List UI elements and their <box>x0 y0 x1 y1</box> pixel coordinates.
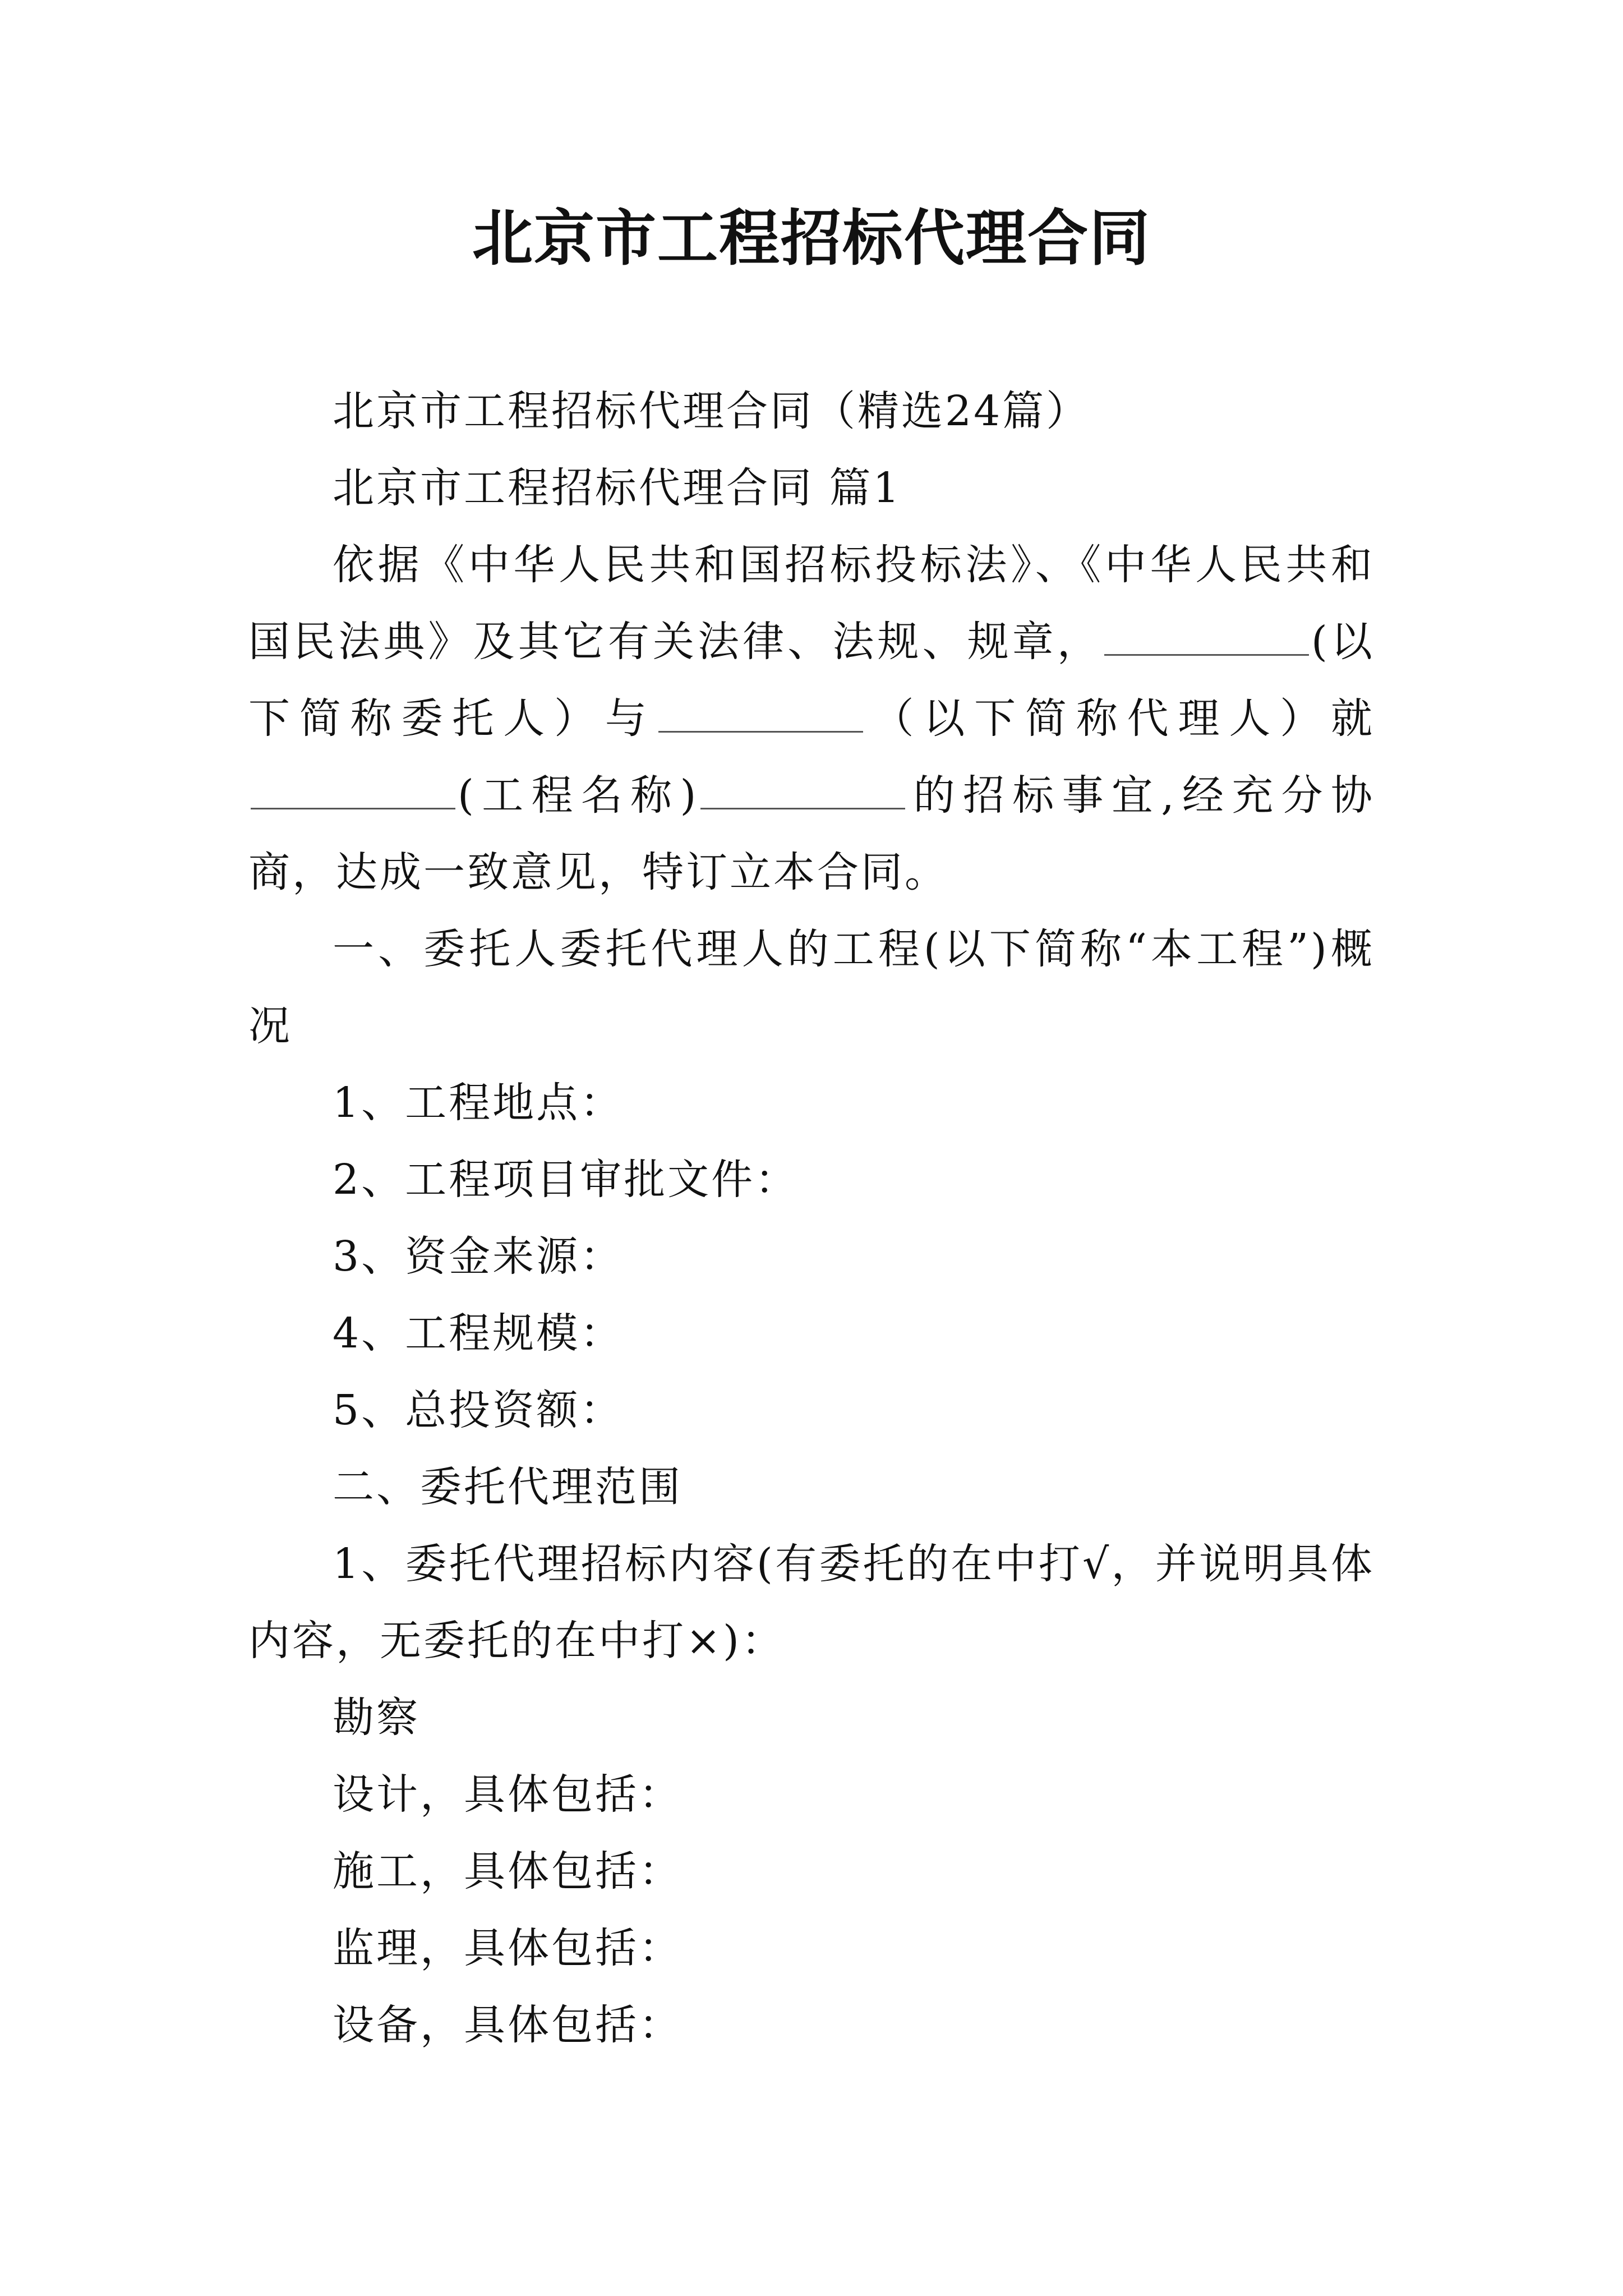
document-body <box>248 373 1375 2064</box>
document-title: 北京市工程招标代理合同 <box>472 203 1151 274</box>
agent-blank <box>658 696 863 733</box>
scope-item-construction: 施工，具体包括： <box>333 1847 683 1895</box>
intro-paragraph <box>248 527 1375 911</box>
intro-text-4: (工程名称) <box>458 771 699 820</box>
clause-2-item-1: 1、委托代理招标内容(有委托的在中打√，并说明具体内容，无委托的在中打×)： <box>248 1540 1375 1665</box>
project-blank-2 <box>700 773 905 809</box>
document-subtitle: 北京市工程招标代理合同（精选24篇） <box>333 387 1090 435</box>
clause-1-item: 4、工程规模： <box>333 1309 624 1358</box>
clause-1-item: 3、资金来源： <box>333 1232 624 1281</box>
section-heading: 北京市工程招标代理合同 篇1 <box>333 464 902 512</box>
scope-item-design: 设计，具体包括： <box>333 1770 683 1819</box>
clause-1-item: 2、工程项目审批文件： <box>333 1156 799 1204</box>
intro-text-5: 的招标事宜,经充分协商，达成一致意见，特订立本合同。 <box>248 771 1375 896</box>
scope-item-survey: 勘察 <box>333 1694 420 1742</box>
intro-text-3: （以下简称代理人）就 <box>865 694 1375 743</box>
scope-item-supervision: 监理，具体包括： <box>333 1924 683 1972</box>
clause-1-heading: 一、委托人委托代理人的工程(以下简称“本工程”)概况 <box>248 925 1375 1050</box>
principal-blank <box>1104 619 1309 656</box>
project-blank-1 <box>251 773 455 809</box>
scope-item-equipment: 设备，具体包括： <box>333 2001 683 2049</box>
intro-text-2: (以下简称委托人）与 <box>248 618 1375 743</box>
clause-2-heading: 二、委托代理范围 <box>333 1463 683 1511</box>
clause-1-item: 5、总投资额： <box>333 1386 624 1434</box>
clause-1-item: 1、工程地点： <box>333 1079 624 1127</box>
intro-text-1: 依据《中华人民共和国招标投标法》、《中华人民共和国民法典》及其它有关法律、法规、规章， <box>248 541 1375 666</box>
